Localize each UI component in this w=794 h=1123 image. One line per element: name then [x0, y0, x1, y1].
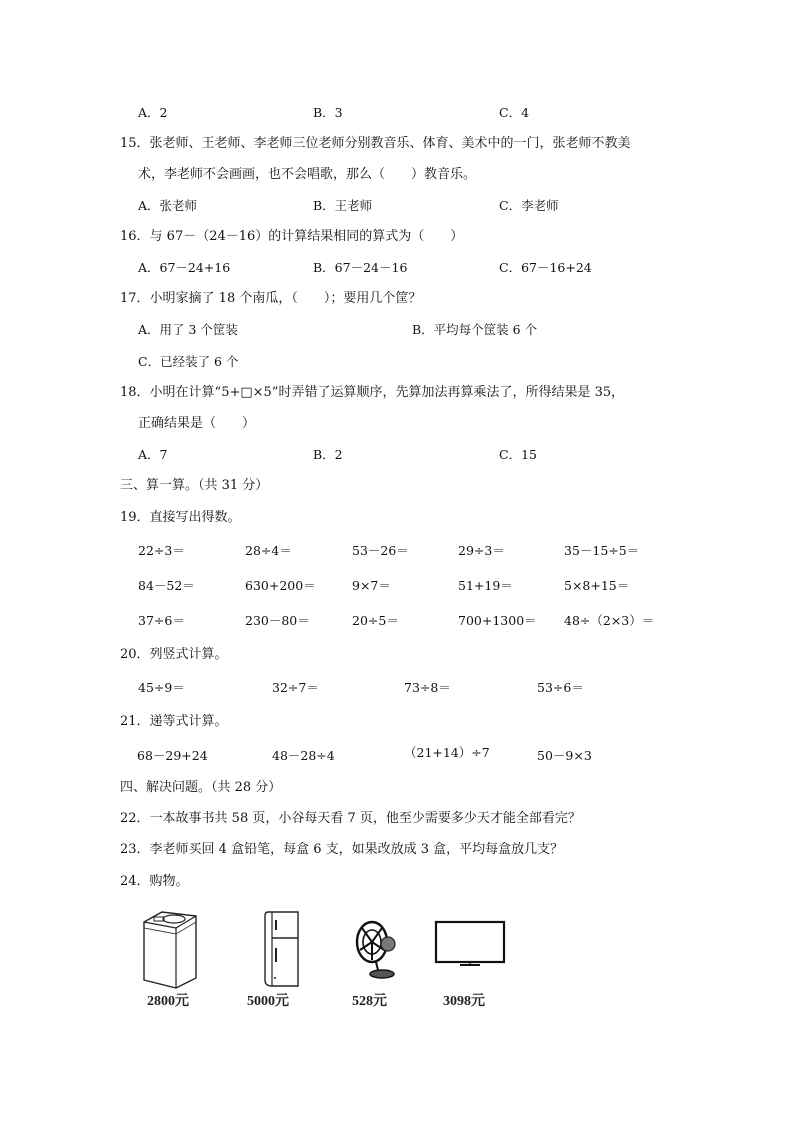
q19-expr: 230－80＝	[245, 613, 310, 628]
refrigerator-price: 5000元	[247, 994, 289, 1009]
q21-expr: 48－28÷4	[272, 748, 335, 763]
q21-expr: （21+14）÷7	[404, 745, 490, 760]
q24-title: 24．购物。	[120, 874, 189, 889]
q15-question-line1: 15．张老师、王老师、李老师三位老师分别教音乐、体育、美术中的一门，张老师不教美	[120, 136, 631, 151]
q17-option-b: B．平均每个筐装 6 个	[412, 322, 538, 337]
q14-option-b: B．3	[313, 105, 343, 120]
q16-option-c: C．67－16+24	[499, 260, 592, 275]
q19-expr: 9×7＝	[352, 578, 391, 593]
q15-option-b: B．王老师	[313, 198, 373, 213]
q18-option-a: A．7	[138, 447, 168, 462]
q19-expr: 48÷（2×3）＝	[564, 613, 655, 628]
q14-option-a: A．2	[138, 105, 168, 120]
q19-expr: 22÷3＝	[138, 543, 185, 558]
q16-option-b: B．67－24－16	[313, 260, 408, 275]
q16-question: 16．与 67－（24－16）的计算结果相同的算式为（ ）	[120, 229, 464, 244]
q20-expr: 45÷9＝	[138, 680, 185, 695]
q16-option-a: A．67－24+16	[138, 260, 231, 275]
q20-title: 20．列竖式计算。	[120, 647, 228, 662]
q19-expr: 35－15÷5＝	[564, 543, 640, 558]
q21-expr: 50－9×3	[537, 748, 592, 763]
q19-expr: 84－52＝	[138, 578, 195, 593]
q18-question-line2: 正确结果是（ ）	[138, 416, 256, 431]
q14-option-c: C．4	[499, 105, 530, 120]
q19-expr: 37÷6＝	[138, 613, 185, 628]
q19-expr: 20÷5＝	[352, 613, 399, 628]
q19-title: 19．直接写出得数。	[120, 510, 241, 525]
washing-machine-icon	[140, 908, 200, 988]
q19-expr: 51+19＝	[458, 578, 513, 593]
electric-fan-icon	[352, 918, 402, 980]
q15-option-c: C．李老师	[499, 198, 559, 213]
section-4-heading: 四、解决问题。（共 28 分）	[120, 780, 282, 795]
q19-expr: 29÷3＝	[458, 543, 505, 558]
q17-option-c: C．已经装了 6 个	[138, 354, 239, 369]
television-icon	[434, 920, 506, 970]
q19-expr: 700+1300＝	[458, 613, 537, 628]
q18-option-b: B．2	[313, 447, 343, 462]
refrigerator-icon	[262, 910, 302, 988]
television-price: 3098元	[443, 994, 485, 1009]
q17-question: 17．小明家摘了 18 个南瓜，（ ）；要用几个筐？	[120, 291, 422, 306]
q18-question-line1: 18．小明在计算“5+□×5”时弄错了运算顺序，先算加法再算乘法了，所得结果是 35，	[120, 385, 625, 400]
q19-expr: 5×8+15＝	[564, 578, 630, 593]
section-3-heading: 三、算一算。（共 31 分）	[120, 478, 269, 493]
q18-option-c: C．15	[499, 447, 537, 462]
q19-expr: 53－26＝	[352, 543, 409, 558]
washing-machine-price: 2800元	[147, 994, 189, 1009]
q19-expr: 28÷4＝	[245, 543, 292, 558]
q17-option-a: A．用了 3 个筐装	[138, 322, 238, 337]
q19-expr: 630+200＝	[245, 578, 316, 593]
q21-expr: 68－29+24	[137, 748, 208, 763]
q21-title: 21．递等式计算。	[120, 714, 228, 729]
q15-question-line2: 术，李老师不会画画，也不会唱歌，那么（ ）教音乐。	[138, 167, 477, 182]
q15-option-a: A．张老师	[138, 198, 198, 213]
q22-question: 22．一本故事书共 58 页，小谷每天看 7 页，他至少需要多少天才能全部看完？	[120, 811, 581, 826]
electric-fan-price: 528元	[352, 994, 387, 1009]
q23-question: 23．李老师买回 4 盒铅笔，每盒 6 支，如果改放成 3 盒，平均每盒放几支？	[120, 842, 564, 857]
q20-expr: 73÷8＝	[404, 680, 451, 695]
q20-expr: 53÷6＝	[537, 680, 584, 695]
q20-expr: 32÷7＝	[272, 680, 319, 695]
